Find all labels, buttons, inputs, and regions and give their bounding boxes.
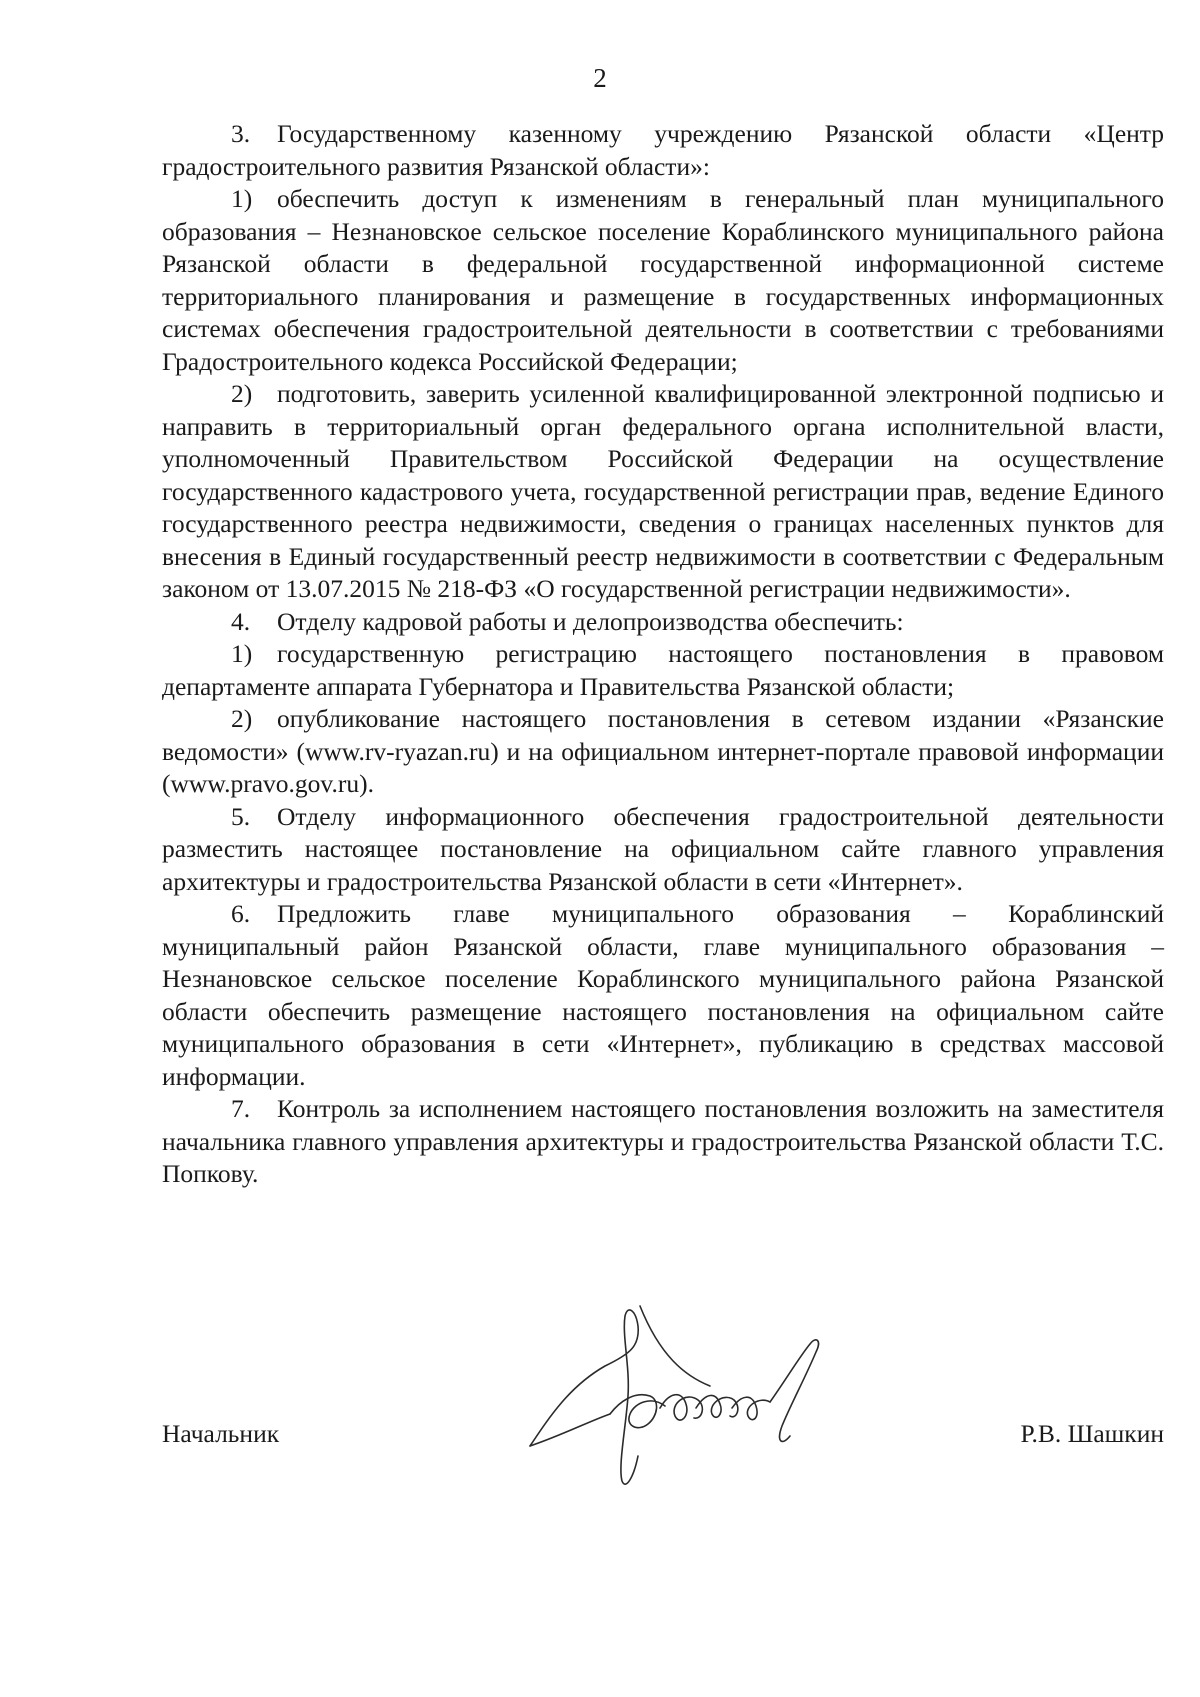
paragraph-text: Предложить главе муниципального образования – Кораблинский муниципальный район Рязанской области, главе муниципального образования – Незнановское сельское поселение Кораблинского муниципального района Рязанской области обеспечить размещение настоящего постановления на официальном сайте муниципального образования в сети «Интернет», публикацию в средствах массовой информации. (162, 899, 1164, 1091)
paragraph-5 (162, 801, 1164, 899)
paragraph-number: 4. (231, 606, 251, 636)
paragraph-3 (162, 118, 1164, 183)
signature-block (162, 1418, 1164, 1458)
paragraph-3-2 (162, 378, 1164, 606)
signatory-position: Начальник (162, 1419, 280, 1448)
signatory-name: Р.В. Шашкин (1020, 1419, 1164, 1448)
paragraph-text: опубликование настоящего постановления в сетевом издании «Рязанские ведомости» (www.rv-ryazan.ru) и на официальном интернет-портале правовой информации (www.pravo.gov.ru). (162, 704, 1164, 798)
document-body (162, 118, 1164, 1191)
handwritten-signature (510, 1296, 870, 1496)
paragraph-text: обеспечить доступ к изменениям в генеральный план муниципального образования – Незнановское сельское поселение Кораблинского муниципального района Рязанской области в федеральной государственной информационной системе территориального планирования и размещение в государственных информационных системах обеспечения градостроительной деятельности в соответствии с требованиями Градостроительного кодекса Российской Федерации; (162, 184, 1164, 376)
paragraph-number: 1) (231, 184, 253, 213)
paragraph-text: подготовить, заверить усиленной квалифицированной электронной подписью и направить в территориальный орган федерального органа исполнительной власти, уполномоченный Правительством Российской Федерации на осуществление государственного кадастрового учета, государственной регистрации прав, ведение Единого государственного реестра недвижимости, сведения о границах населенных пунктов для внесения в Единый государственный реестр недвижимости в соответствии с Федеральным законом от 13.07.2015 № 218-ФЗ «О государственной регистрации недвижимости». (162, 379, 1164, 603)
paragraph-number: 2) (231, 379, 253, 408)
paragraph-text: Контроль за исполнением настоящего постановления возложить на заместителя начальника главного управления архитектуры и градостроительства Рязанской области Т.С. Попкову. (162, 1094, 1164, 1188)
paragraph-4-1 (162, 638, 1164, 703)
paragraph-number: 1) (231, 639, 253, 668)
paragraph-number: 2) (231, 704, 253, 733)
paragraph-4-2 (162, 703, 1164, 801)
paragraph-number: 3. (231, 119, 251, 148)
paragraph-text: Отделу информационного обеспечения градостроительной деятельности разместить настоящее постановление на официальном сайте главного управления архитектуры и градостроительства Рязанской области в сети «Интернет». (162, 801, 1164, 896)
paragraph-text: государственную регистрацию настоящего постановления в правовом департаменте аппарата Губернатора и Правительства Рязанской области; (162, 639, 1164, 701)
paragraph-4 (162, 606, 1164, 639)
paragraph-7 (162, 1093, 1164, 1191)
paragraph-3-1 (162, 183, 1164, 378)
page-number: 2 (593, 63, 607, 93)
paragraph-text: Отделу кадровой работы и делопроизводства обеспечить: (277, 606, 904, 636)
paragraph-number: 5. (231, 801, 251, 831)
paragraph-text: Государственному казенному учреждению Рязанской области «Центр градостроительного развития Рязанской области»: (162, 119, 1164, 181)
paragraph-number: 6. (231, 899, 251, 928)
paragraph-6 (162, 898, 1164, 1093)
paragraph-number: 7. (231, 1094, 251, 1123)
